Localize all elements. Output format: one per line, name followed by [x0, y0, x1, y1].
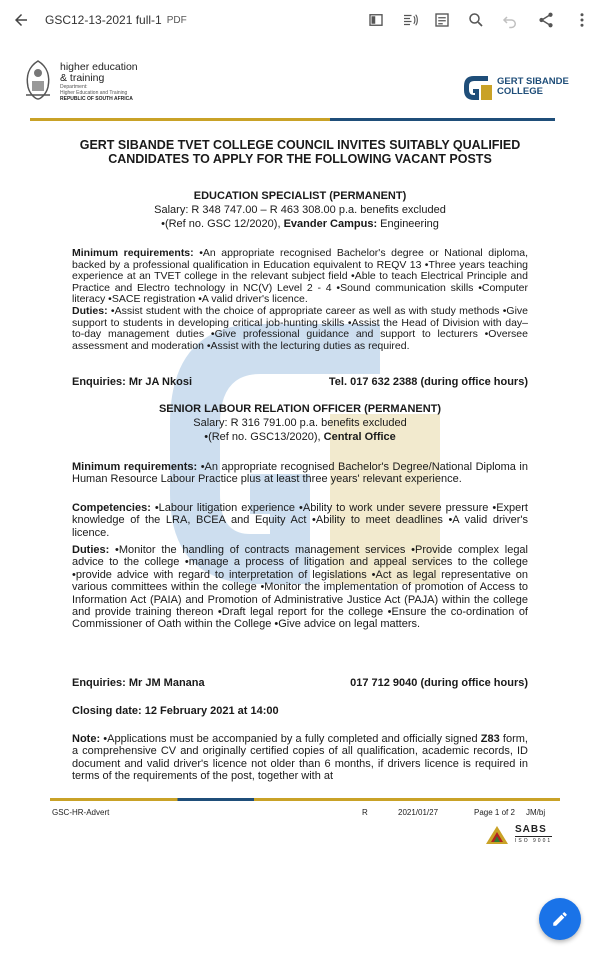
annotate-button[interactable]: [428, 0, 456, 40]
note-label: Note:: [72, 733, 101, 745]
dhet-dept: Department:: [60, 84, 88, 90]
post2-duties: [72, 544, 528, 631]
iso-label: ISO 9001: [515, 838, 553, 844]
text-to-speech-button[interactable]: [396, 0, 424, 40]
post1-enq-tel: Tel. 017 632 2388 (during office hours): [328, 376, 528, 388]
post2-salary: Salary: R 316 791.00 p.a. benefits excluded: [193, 417, 407, 429]
pencil-icon: [551, 910, 569, 928]
dhet-line-1: higher education: [60, 61, 138, 73]
post2-title: SENIOR LABOUR RELATION OFFICER (PERMANENT): [158, 403, 442, 415]
search-icon: [467, 11, 485, 29]
footer-rule: [50, 798, 560, 801]
gert-sibande-logo-icon: [462, 74, 494, 102]
college-name: [497, 77, 569, 97]
post1-duties: [72, 306, 528, 352]
footer-initials: JM/bj: [526, 808, 546, 817]
page-view-button[interactable]: [362, 0, 390, 40]
dhet-line-2: & training: [60, 72, 105, 84]
post2-competencies: [72, 502, 528, 539]
search-button[interactable]: [462, 0, 490, 40]
back-arrow-icon: [12, 11, 30, 29]
annotate-icon: [433, 11, 451, 29]
file-title: [45, 0, 187, 40]
edit-fab-button[interactable]: [539, 898, 581, 940]
share-icon: [537, 11, 555, 29]
footer-r: R: [362, 808, 368, 817]
undo-button[interactable]: [496, 0, 524, 40]
post2-req-label: Minimum requirements:: [72, 461, 198, 473]
post1-campus-value: Engineering: [380, 218, 439, 230]
sabs-mark-icon: [484, 824, 510, 846]
post2-ref: [60, 431, 540, 444]
post2-comp-label: Competencies:: [72, 502, 151, 514]
note-z83: Z83: [480, 733, 500, 745]
more-vert-icon: [573, 11, 591, 29]
footer-ref: GSC-HR-Advert: [52, 808, 110, 817]
sabs-label: SABS: [515, 824, 547, 835]
file-type: PDF: [166, 14, 187, 26]
app-toolbar: [0, 0, 600, 40]
post2-req-text: •An appropriate recognised Bachelor's Degree/National Diploma in Human Resource Labour Practice plus at least three years' relevant experience.: [72, 461, 528, 486]
college-name-line-2: COLLEGE: [497, 86, 543, 97]
post1-ref-number: •(Ref no. GSC 12/2020),: [161, 218, 281, 230]
share-button[interactable]: [532, 0, 560, 40]
dhet-dept-name: Higher Education and Training: [60, 90, 128, 96]
back-button[interactable]: [6, 0, 36, 40]
more-options-button[interactable]: [568, 0, 596, 40]
advert-heading: GERT SIBANDE TVET COLLEGE COUNCIL INVITES SUITABLY QUALIFIED CANDIDATES TO APPLY FOR THE FOLLOWING VACANT POSTS: [79, 138, 521, 166]
closing-date: Closing date: 12 February 2021 at 14:00: [72, 705, 279, 717]
dhet-logo-text: [60, 62, 138, 102]
post1-duties-label: Duties:: [72, 305, 108, 317]
footer-page: Page 1 of 2: [474, 808, 515, 817]
post2-duties-text: •Monitor the handling of contracts management services •Provide complex legal advice to the college •manage a process of litigation and appeal services to the college •provide advice with regard to interpretation of legislations •Act as legal representative on various committees within the college •Monitor the implementation of promotion of Access to Information Act (PAIA) and Promotion of Administrative Justice Act (PAJA) within the college and provide training thereon •Draft legal report for the college •Ensure the co-ordination of Commissioner of Oath within the College •Give advice on legal matters.: [72, 544, 528, 631]
note-text-2: form, a comprehensive CV and originally certified copies of all qualification, academic records, ID document and valid driver's licence not older than 6 months, if drivers licence is required in terms of the requirements of the post, together with at: [72, 733, 528, 783]
post2-office: Central Office: [323, 431, 396, 443]
post2-duties-label: Duties:: [72, 544, 110, 556]
reading-mode-icon: [367, 11, 385, 29]
coat-of-arms-icon: [20, 59, 56, 101]
application-note: [72, 733, 528, 783]
post1-salary: Salary: R 348 747.00 – R 463 308.00 p.a. benefits excluded: [154, 204, 446, 216]
post1-req-label: Minimum requirements:: [72, 247, 194, 259]
dhet-republic: REPUBLIC OF SOUTH AFRICA: [60, 96, 133, 102]
header-rule-navy: [330, 118, 555, 121]
footer-date: 2021/01/27: [398, 808, 439, 817]
post1-req-text: •An appropriate recognised Bachelor's degree or National diploma, backed by a professional qualification in Education equivalent to REQV 13 •Three years teaching experience at an TVET college in the relevant subject field •Able to teach Electrical Principle and Practice and Electro technology in NC(V) Level 2 - 4 •Sound communication skills •Computer literacy •SACE registration •A valid driver's licence.: [72, 247, 528, 306]
post2-enq-tel: 017 712 9040 (during office hours): [350, 677, 528, 689]
file-name: GSC12-13-2021 full-1: [45, 13, 162, 27]
post2-comp-text: •Labour litigation experience •Ability to work under severe pressure •Expert knowledge of the LRA, BCEA and Equity Act •Ability to meet deadlines •A valid driver's licence.: [72, 502, 528, 539]
speech-icon: [401, 11, 419, 29]
post1-title: EDUCATION SPECIALIST (PERMANENT): [193, 190, 407, 202]
post1-enq-contact: Enquiries: Mr JA Nkosi: [72, 376, 193, 388]
post2-requirements: [72, 461, 528, 486]
post1-duties-text: •Assist student with the choice of appropriate career as well as with study methods •Give support to students in developing critical job-hunting skills •Assist the Head of Division with day–to-day management duties •Give professional guidance and support to lecturers •Oversee assessment and moderation •Assist with the lecturing duties as required.: [72, 305, 528, 352]
post2-ref-number: •(Ref no. GSC13/2020),: [204, 431, 321, 443]
note-text: •Applications must be accompanied by a fully completed and officially signed: [103, 733, 478, 745]
header-rule-gold: [30, 118, 330, 121]
post2-enq-contact: Enquiries: Mr JM Manana: [72, 677, 205, 689]
undo-icon: [501, 11, 519, 29]
college-name-line-1: GERT SIBANDE: [497, 76, 569, 87]
post1-ref: [60, 218, 540, 231]
post1-requirements: [72, 248, 528, 306]
post2-enquiries: [72, 676, 528, 690]
post1-enquiries: [72, 375, 528, 389]
pdf-page: [0, 44, 600, 904]
post1-campus-label: Evander Campus:: [283, 218, 378, 230]
